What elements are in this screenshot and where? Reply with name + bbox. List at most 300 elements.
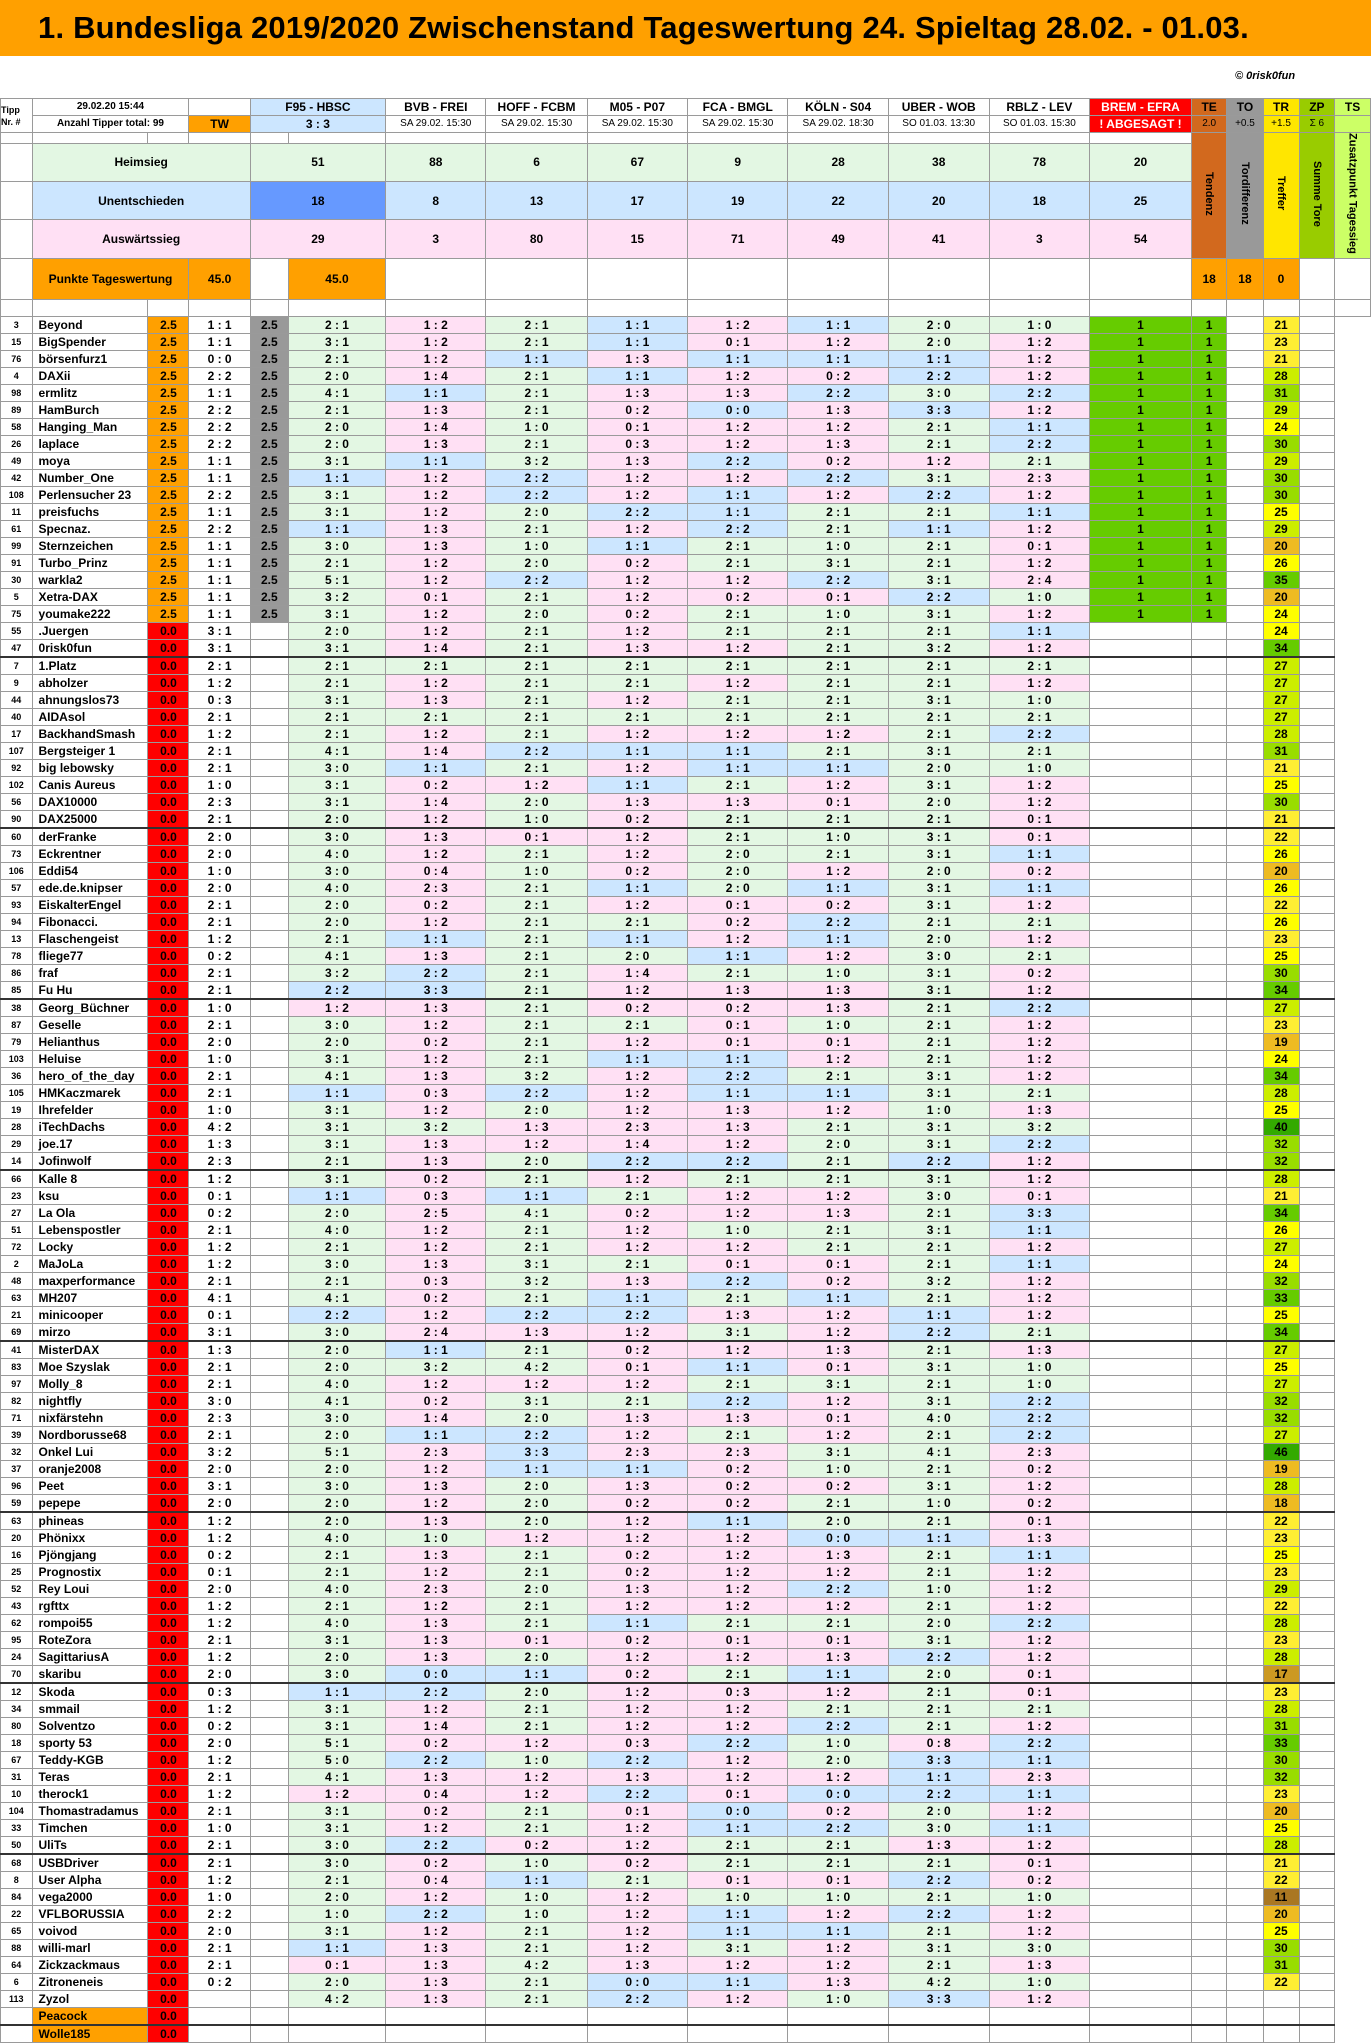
tipper-name: VFLBORUSSIA — [32, 1905, 148, 1922]
tipper-row — [1, 418, 1371, 435]
tw-value: 0.0 — [148, 1409, 189, 1426]
te-value — [1090, 1973, 1192, 1990]
tipp-number: 47 — [1, 639, 33, 657]
tip-f95: 2 : 2 — [189, 486, 250, 503]
tip-uber-wob: 2 : 1 — [788, 1221, 888, 1238]
tip-m05-p07: 3 : 2 — [486, 452, 587, 469]
tip-rblz-lev: 2 : 1 — [888, 1854, 989, 1872]
tip-f95: 3 : 0 — [189, 1392, 250, 1409]
zp-value: 23 — [1263, 1683, 1299, 1701]
to-value — [1191, 1306, 1227, 1323]
to-value — [1191, 759, 1227, 776]
te-value — [1090, 639, 1192, 657]
zp-value: 29 — [1263, 401, 1299, 418]
tipp-number: 70 — [1, 1665, 33, 1683]
tip-fca-bmgl: 1 : 2 — [587, 1323, 687, 1341]
tip-hoff-fcbm: 0 : 4 — [386, 862, 486, 879]
to-value — [1191, 1665, 1227, 1683]
tw-value: 2.5 — [148, 401, 189, 418]
tip-rblz-lev: 3 : 1 — [888, 1939, 989, 1956]
tip-brem-efra: 0 : 2 — [989, 1494, 1090, 1512]
ts-value — [1299, 1118, 1335, 1135]
tw-value: 0.0 — [148, 1871, 189, 1888]
points-f95-blank — [250, 258, 288, 299]
tw-value: 0.0 — [148, 639, 189, 657]
tr-value — [1227, 1272, 1263, 1289]
tip-uber-wob: 2 : 1 — [788, 1854, 888, 1872]
tip-k-ln-s04: 1 : 2 — [688, 1768, 788, 1785]
to-value — [1191, 1854, 1227, 1872]
tip-m05-p07: 2 : 0 — [486, 1512, 587, 1530]
tip-brem-efra: 1 : 2 — [989, 639, 1090, 657]
stat-value: 88 — [386, 143, 486, 181]
tip-rblz-lev: 2 : 1 — [888, 1289, 989, 1306]
ts-value — [1299, 1546, 1335, 1563]
tip-m05-p07: 2 : 0 — [486, 793, 587, 810]
zp-value: 25 — [1263, 1819, 1299, 1836]
tip-hoff-fcbm: 1 : 4 — [386, 1717, 486, 1734]
ts-value — [1299, 1631, 1335, 1648]
tip-rblz-lev: 1 : 0 — [888, 1101, 989, 1118]
ts-value — [1299, 503, 1335, 520]
tip-fca-bmgl: 1 : 2 — [587, 759, 687, 776]
tipp-number: 94 — [1, 913, 33, 930]
te-value — [1090, 725, 1192, 742]
tip-f95: 1 : 1 — [189, 316, 250, 333]
zp-value: 20 — [1263, 1802, 1299, 1819]
zp-value: 27 — [1263, 1375, 1299, 1392]
tip-k-ln-s04: 2 : 2 — [688, 520, 788, 537]
zp-value: 27 — [1263, 708, 1299, 725]
tip-brem-efra: 1 : 3 — [989, 1101, 1090, 1118]
tipper-row — [1, 1597, 1371, 1614]
tip-bvb-frei: 1 : 1 — [288, 1187, 385, 1204]
tip-f95: 2 : 1 — [189, 1854, 250, 1872]
tipp-number: 28 — [1, 1118, 33, 1135]
tipp-number: 36 — [1, 1067, 33, 1084]
tr-value — [1227, 981, 1263, 999]
tw-value: 2.5 — [148, 503, 189, 520]
tip-f95-points: 2.5 — [250, 486, 288, 503]
tip-k-ln-s04: 1 : 1 — [688, 503, 788, 520]
stat-label: Auswärtssieg — [32, 220, 250, 258]
ts-value — [1299, 1751, 1335, 1768]
tip-hoff-fcbm: 1 : 3 — [386, 1973, 486, 1990]
tr-value — [1227, 1785, 1263, 1802]
tip-brem-efra: 1 : 1 — [989, 418, 1090, 435]
tw-value: 0.0 — [148, 1768, 189, 1785]
tip-k-ln-s04: 1 : 2 — [688, 1204, 788, 1221]
tip-f95-points — [250, 657, 288, 675]
tip-k-ln-s04: 1 : 1 — [688, 1922, 788, 1939]
extra-sub-te: 2.0 — [1191, 116, 1227, 133]
tip-f95: 1 : 1 — [189, 605, 250, 622]
te-value — [1090, 742, 1192, 759]
tipp-number: 33 — [1, 1819, 33, 1836]
spacer-cell — [250, 133, 288, 144]
tip-f95-points — [250, 776, 288, 793]
tw-value: 2.5 — [148, 418, 189, 435]
tip-hoff-fcbm: 1 : 2 — [386, 845, 486, 862]
tip-m05-p07: 2 : 1 — [486, 622, 587, 639]
ts-value — [1299, 537, 1335, 554]
tip-hoff-fcbm: 1 : 1 — [386, 452, 486, 469]
tipp-number: 41 — [1, 1341, 33, 1359]
tip-rblz-lev: 2 : 0 — [888, 1665, 989, 1683]
tipper-row — [1, 1341, 1371, 1359]
tip-hoff-fcbm: 1 : 3 — [386, 691, 486, 708]
ts-value — [1299, 1785, 1335, 1802]
tip-uber-wob: 1 : 0 — [788, 1016, 888, 1033]
tip-fca-bmgl: 2 : 2 — [587, 1152, 687, 1170]
tip-k-ln-s04: 1 : 2 — [688, 469, 788, 486]
tip-f95-points — [250, 1580, 288, 1597]
tw-value: 0.0 — [148, 725, 189, 742]
match-info-7: SO 01.03. 15:30 — [989, 116, 1090, 133]
tip-k-ln-s04: 2 : 1 — [688, 828, 788, 846]
tip-uber-wob: 2 : 1 — [788, 1170, 888, 1188]
tr-value — [1227, 845, 1263, 862]
tipper-row — [1, 1118, 1371, 1135]
te-value — [1090, 1512, 1192, 1530]
te-value — [1090, 1990, 1192, 2007]
tip-m05-p07: 2 : 1 — [486, 964, 587, 981]
tip-bvb-frei: 3 : 1 — [288, 1050, 385, 1067]
tip-m05-p07: 1 : 3 — [486, 1118, 587, 1135]
tipper-row — [1, 828, 1371, 846]
tipp-number: 76 — [1, 350, 33, 367]
tip-brem-efra: 2 : 3 — [989, 469, 1090, 486]
te-value — [1090, 913, 1192, 930]
tip-f95-points — [250, 1221, 288, 1238]
match-header-3: M05 - P07 — [587, 99, 687, 116]
tip-k-ln-s04: 2 : 1 — [688, 1614, 788, 1631]
tipper-name: warkla2 — [32, 571, 148, 588]
tipp-number: 20 — [1, 1529, 33, 1546]
tip-f95-points: 2.5 — [250, 520, 288, 537]
tip-hoff-fcbm: 1 : 3 — [386, 1546, 486, 1563]
tip-fca-bmgl: 2 : 1 — [587, 674, 687, 691]
tipper-name: big lebowsky — [32, 759, 148, 776]
tip-rblz-lev: 3 : 1 — [888, 1392, 989, 1409]
to-value — [1191, 1990, 1227, 2007]
tip-hoff-fcbm: 0 : 2 — [386, 776, 486, 793]
tip-hoff-fcbm: 1 : 2 — [386, 1050, 486, 1067]
zp-value: 32 — [1263, 1768, 1299, 1785]
points-total: 45.0 — [189, 258, 250, 299]
tip-m05-p07: 2 : 1 — [486, 691, 587, 708]
tip-brem-efra: 2 : 1 — [989, 742, 1090, 759]
spacer-cell — [32, 133, 148, 144]
te-value — [1090, 981, 1192, 999]
tip-rblz-lev: 3 : 1 — [888, 845, 989, 862]
tip-hoff-fcbm: 1 : 1 — [386, 930, 486, 947]
stat-row-1 — [1, 182, 1371, 220]
tip-m05-p07: 3 : 2 — [486, 1067, 587, 1084]
tip-f95: 1 : 0 — [189, 862, 250, 879]
tipper-row — [1, 930, 1371, 947]
tip-rblz-lev: 3 : 0 — [888, 1819, 989, 1836]
tipper-row — [1, 1323, 1371, 1341]
ts-value — [1299, 2025, 1335, 2043]
tip-f95-points — [250, 1426, 288, 1443]
tip-f95-points: 2.5 — [250, 401, 288, 418]
tipper-name: derFranke — [32, 828, 148, 846]
to-value — [1191, 1460, 1227, 1477]
points-extra-zp — [1299, 258, 1335, 299]
tip-brem-efra: 1 : 2 — [989, 1016, 1090, 1033]
tip-uber-wob: 0 : 1 — [788, 1255, 888, 1272]
te-value — [1090, 1289, 1192, 1306]
ts-value — [1299, 401, 1335, 418]
tip-bvb-frei: 2 : 1 — [288, 708, 385, 725]
tipper-name: Beyond — [32, 316, 148, 333]
tip-f95-points — [250, 1204, 288, 1221]
tr-value — [1227, 1939, 1263, 1956]
tipper-name: .Juergen — [32, 622, 148, 639]
tip-m05-p07: 1 : 2 — [486, 1135, 587, 1152]
tip-uber-wob: 2 : 2 — [788, 384, 888, 401]
tip-k-ln-s04: 1 : 2 — [688, 1563, 788, 1580]
ts-value — [1299, 1734, 1335, 1751]
tip-brem-efra: 2 : 2 — [989, 384, 1090, 401]
tw-value: 2.5 — [148, 435, 189, 452]
tipp-number: 32 — [1, 1443, 33, 1460]
te-value — [1090, 776, 1192, 793]
tip-fca-bmgl: 1 : 2 — [587, 571, 687, 588]
match-header-4: FCA - BMGL — [688, 99, 788, 116]
tip-hoff-fcbm: 1 : 3 — [386, 537, 486, 554]
tip-m05-p07: 2 : 1 — [486, 999, 587, 1017]
tip-k-ln-s04: 1 : 2 — [688, 367, 788, 384]
tip-f95: 1 : 1 — [189, 537, 250, 554]
tip-fca-bmgl: 1 : 1 — [587, 1289, 687, 1306]
spacer-cell — [587, 133, 687, 144]
tip-k-ln-s04: 1 : 3 — [688, 1306, 788, 1323]
tip-m05-p07: 3 : 1 — [486, 1255, 587, 1272]
tw-value: 0.0 — [148, 1563, 189, 1580]
tip-rblz-lev: 2 : 1 — [888, 674, 989, 691]
zp-value: 26 — [1263, 1221, 1299, 1238]
to-value — [1191, 1597, 1227, 1614]
tr-value — [1227, 1512, 1263, 1530]
tip-bvb-frei: 3 : 1 — [288, 1101, 385, 1118]
to-value — [1191, 1922, 1227, 1939]
match-info-2: SA 29.02. 15:30 — [486, 116, 587, 133]
tip-bvb-frei: 3 : 1 — [288, 486, 385, 503]
tr-value — [1227, 605, 1263, 622]
ts-value — [1299, 1819, 1335, 1836]
tip-hoff-fcbm: 1 : 1 — [386, 1426, 486, 1443]
tip-f95: 0 : 2 — [189, 1717, 250, 1734]
te-value — [1090, 947, 1192, 964]
tip-brem-efra: 1 : 0 — [989, 588, 1090, 605]
tip-hoff-fcbm: 1 : 3 — [386, 520, 486, 537]
tip-bvb-frei: 2 : 0 — [288, 1512, 385, 1530]
zp-value: 29 — [1263, 1580, 1299, 1597]
tip-hoff-fcbm: 1 : 1 — [386, 1341, 486, 1359]
tipper-row — [1, 469, 1371, 486]
tipper-row — [1, 1888, 1371, 1905]
tip-fca-bmgl: 2 : 1 — [587, 1392, 687, 1409]
spacer-cell — [788, 133, 888, 144]
tipp-number: 31 — [1, 1768, 33, 1785]
tip-k-ln-s04: 1 : 2 — [688, 1529, 788, 1546]
te-value — [1090, 759, 1192, 776]
tip-bvb-frei: 3 : 1 — [288, 1170, 385, 1188]
tipper-name: Rey Loui — [32, 1580, 148, 1597]
tip-uber-wob: 1 : 0 — [788, 964, 888, 981]
tip-f95: 0 : 2 — [189, 1973, 250, 1990]
to-value — [1191, 1392, 1227, 1409]
tipper-row — [1, 1751, 1371, 1768]
tip-f95-points: 2.5 — [250, 503, 288, 520]
tip-k-ln-s04: 2 : 1 — [688, 964, 788, 981]
tip-f95-points: 2.5 — [250, 350, 288, 367]
tip-f95-points — [250, 1563, 288, 1580]
zp-value: 23 — [1263, 1785, 1299, 1802]
tip-fca-bmgl: 1 : 1 — [587, 1460, 687, 1477]
tip-rblz-lev: 2 : 1 — [888, 1375, 989, 1392]
tip-hoff-fcbm: 1 : 2 — [386, 1460, 486, 1477]
tip-hoff-fcbm: 1 : 3 — [386, 1614, 486, 1631]
tip-hoff-fcbm: 1 : 3 — [386, 1648, 486, 1665]
tip-fca-bmgl: 1 : 4 — [587, 964, 687, 981]
to-value — [1191, 913, 1227, 930]
tip-m05-p07: 2 : 0 — [486, 1477, 587, 1494]
tip-k-ln-s04: 1 : 2 — [688, 316, 788, 333]
ts-value — [1299, 1922, 1335, 1939]
tw-value: 0.0 — [148, 1631, 189, 1648]
tip-m05-p07 — [486, 2025, 587, 2043]
tip-brem-efra: 2 : 2 — [989, 999, 1090, 1017]
to-value — [1191, 1477, 1227, 1494]
tip-k-ln-s04: 1 : 3 — [688, 793, 788, 810]
stat-value: 13 — [486, 182, 587, 220]
tipper-name: Eckrentner — [32, 845, 148, 862]
tip-m05-p07: 2 : 0 — [486, 1152, 587, 1170]
tip-rblz-lev: 3 : 2 — [888, 639, 989, 657]
tip-m05-p07: 2 : 1 — [486, 708, 587, 725]
tipper-name: Zyzol — [32, 1990, 148, 2007]
tr-value — [1227, 691, 1263, 708]
zp-value: 24 — [1263, 418, 1299, 435]
tip-hoff-fcbm: 1 : 4 — [386, 793, 486, 810]
stat-value: 49 — [788, 220, 888, 258]
ts-value — [1299, 1973, 1335, 1990]
tip-rblz-lev: 1 : 1 — [888, 520, 989, 537]
tip-k-ln-s04: 0 : 2 — [688, 999, 788, 1017]
tipper-name: Onkel Lui — [32, 1443, 148, 1460]
tip-m05-p07: 2 : 1 — [486, 896, 587, 913]
to-value — [1191, 1135, 1227, 1152]
tip-f95-points — [250, 1854, 288, 1872]
tip-uber-wob: 1 : 0 — [788, 1990, 888, 2007]
tip-bvb-frei: 2 : 1 — [288, 674, 385, 691]
tip-fca-bmgl: 1 : 4 — [587, 1135, 687, 1152]
tip-uber-wob: 0 : 2 — [788, 1802, 888, 1819]
tip-f95-points — [250, 1529, 288, 1546]
tip-k-ln-s04: 2 : 1 — [688, 691, 788, 708]
tip-fca-bmgl: 2 : 0 — [587, 947, 687, 964]
tip-rblz-lev: 3 : 1 — [888, 1170, 989, 1188]
tip-rblz-lev: 2 : 1 — [888, 622, 989, 639]
tw-value: 0.0 — [148, 1665, 189, 1683]
tipper-row — [1, 1016, 1371, 1033]
tip-m05-p07: 0 : 1 — [486, 828, 587, 846]
tipper-row — [1, 1648, 1371, 1665]
tw-value: 0.0 — [148, 1341, 189, 1359]
tw-value: 0.0 — [148, 1597, 189, 1614]
stat-value: 25 — [1090, 182, 1192, 220]
tip-rblz-lev: 3 : 1 — [888, 964, 989, 981]
tipper-name: 0risk0fun — [32, 639, 148, 657]
tip-uber-wob: 2 : 0 — [788, 1751, 888, 1768]
to-value: 1 — [1191, 350, 1227, 367]
tip-hoff-fcbm: 1 : 3 — [386, 1135, 486, 1152]
tip-bvb-frei: 3 : 0 — [288, 1477, 385, 1494]
tip-hoff-fcbm: 1 : 3 — [386, 435, 486, 452]
match-header-5: KÖLN - S04 — [788, 99, 888, 116]
ts-value — [1299, 1204, 1335, 1221]
to-value — [1191, 1101, 1227, 1118]
tw-value: 0.0 — [148, 1033, 189, 1050]
tip-fca-bmgl: 1 : 2 — [587, 1819, 687, 1836]
tip-fca-bmgl: 2 : 2 — [587, 503, 687, 520]
tip-f95-points — [250, 1323, 288, 1341]
zp-value: 25 — [1263, 1101, 1299, 1118]
tipp-number: 58 — [1, 418, 33, 435]
tipp-number — [1, 2007, 33, 2025]
tw-value: 0.0 — [148, 1272, 189, 1289]
tip-k-ln-s04: 1 : 1 — [688, 350, 788, 367]
stat-value: 80 — [486, 220, 587, 258]
te-value: 1 — [1090, 554, 1192, 571]
tipper-row — [1, 1802, 1371, 1819]
tipp-number: 52 — [1, 1580, 33, 1597]
tip-fca-bmgl: 1 : 2 — [587, 1717, 687, 1734]
tr-value — [1227, 1392, 1263, 1409]
stat-row-0 — [1, 143, 1371, 181]
tipp-number: 87 — [1, 1016, 33, 1033]
tip-brem-efra: 1 : 2 — [989, 1802, 1090, 1819]
to-value — [1191, 828, 1227, 846]
tipper-name: USBDriver — [32, 1854, 148, 1872]
tip-m05-p07: 1 : 0 — [486, 1905, 587, 1922]
tip-rblz-lev: 3 : 1 — [888, 981, 989, 999]
te-value — [1090, 1529, 1192, 1546]
ts-value — [1299, 367, 1335, 384]
tipper-row — [1, 537, 1371, 554]
tip-hoff-fcbm: 1 : 4 — [386, 367, 486, 384]
tip-uber-wob: 1 : 2 — [788, 1306, 888, 1323]
tip-f95-points — [250, 1648, 288, 1665]
tip-fca-bmgl: 0 : 2 — [587, 1631, 687, 1648]
stat-value: 38 — [888, 143, 989, 181]
tip-rblz-lev: 3 : 1 — [888, 691, 989, 708]
tip-f95-points — [250, 2007, 288, 2025]
tip-f95: 2 : 0 — [189, 1460, 250, 1477]
tr-value — [1227, 1648, 1263, 1665]
tip-bvb-frei: 1 : 1 — [288, 1084, 385, 1101]
tip-uber-wob: 2 : 1 — [788, 639, 888, 657]
te-value — [1090, 930, 1192, 947]
spacer-cell — [288, 133, 385, 144]
to-value — [1191, 1888, 1227, 1905]
tip-m05-p07: 2 : 1 — [486, 947, 587, 964]
tip-k-ln-s04: 1 : 1 — [688, 759, 788, 776]
tw-value: 0.0 — [148, 1854, 189, 1872]
